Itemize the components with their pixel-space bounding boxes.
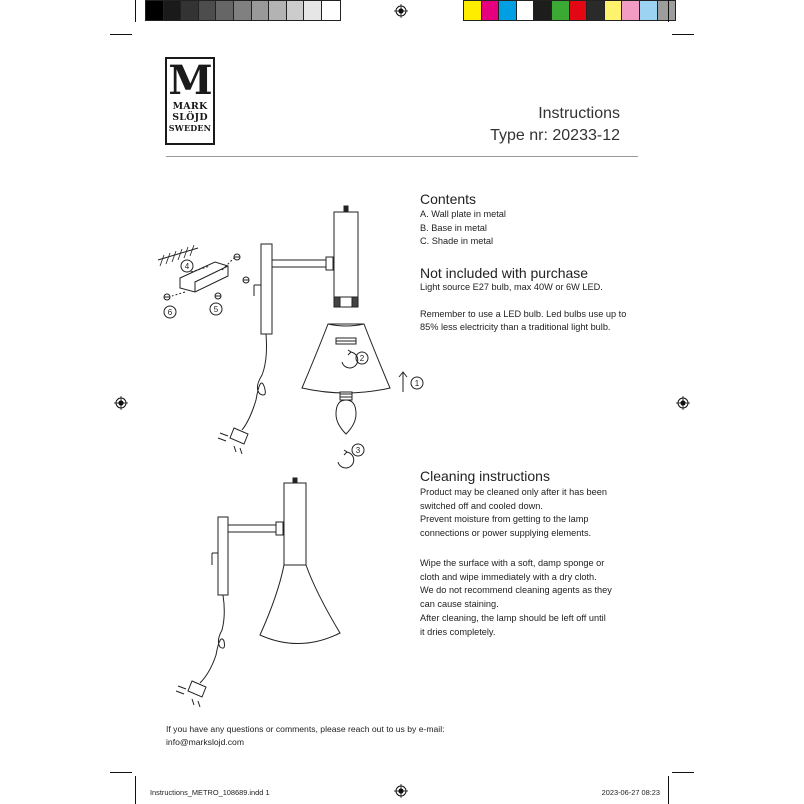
step-5-label: 5 bbox=[213, 305, 219, 314]
assembled-lamp-diagram bbox=[170, 475, 370, 710]
contents-item-c: C. Shade in metal bbox=[420, 236, 494, 246]
logo-line-sweden: SWEDEN bbox=[168, 123, 212, 133]
cleaning-line: connections or power supplying elements. bbox=[420, 528, 592, 538]
cmyk-color-bar bbox=[463, 0, 676, 21]
registration-mark-right-icon bbox=[676, 396, 690, 410]
cleaning-line: switched off and cooled down. bbox=[420, 501, 543, 511]
date-slug: 2023-06-27 08:23 bbox=[601, 788, 660, 797]
cleaning-heading: Cleaning instructions bbox=[420, 468, 550, 484]
crop-mark bbox=[135, 776, 136, 804]
color-swatch bbox=[587, 1, 605, 20]
crop-mark bbox=[110, 772, 132, 773]
not-included-line-3: 85% less electricity than a traditional light bulb. bbox=[420, 322, 611, 332]
color-swatch bbox=[304, 1, 322, 20]
color-swatch bbox=[640, 1, 658, 20]
step-2-label: 2 bbox=[359, 354, 365, 363]
cleaning-line: can cause staining. bbox=[420, 599, 499, 609]
color-swatch bbox=[658, 1, 676, 20]
color-swatch bbox=[552, 1, 570, 20]
page-title: Instructions bbox=[538, 105, 620, 122]
step-6-label: 6 bbox=[167, 308, 173, 317]
not-included-heading: Not included with purchase bbox=[420, 265, 589, 281]
logo-letter: M bbox=[168, 57, 212, 104]
color-swatch bbox=[499, 1, 517, 20]
file-slug: Instructions_METRO_108689.indd 1 bbox=[150, 788, 270, 797]
registration-mark-bottom-icon bbox=[394, 784, 408, 798]
crop-mark bbox=[672, 34, 694, 35]
crop-mark bbox=[668, 776, 669, 804]
mark-slojd-logo bbox=[165, 57, 215, 145]
color-swatch bbox=[534, 1, 552, 20]
color-swatch bbox=[269, 1, 287, 20]
cleaning-line: After cleaning, the lamp should be left off until bbox=[420, 613, 606, 623]
contents-heading: Contents bbox=[420, 191, 477, 207]
logo-line-slojd: SLÖJD bbox=[172, 112, 208, 123]
color-swatch bbox=[146, 1, 164, 20]
color-swatch bbox=[181, 1, 199, 20]
color-swatch bbox=[464, 1, 482, 20]
crop-mark bbox=[668, 0, 669, 22]
not-included-line-1: Light source E27 bulb, max 40W or 6W LED. bbox=[420, 282, 603, 292]
cleaning-line: Prevent moisture from getting to the lamp bbox=[420, 514, 589, 524]
color-swatch bbox=[164, 1, 182, 20]
color-swatch bbox=[252, 1, 270, 20]
header-divider bbox=[166, 156, 638, 157]
assembly-diagram bbox=[150, 200, 430, 485]
step-1-label: 1 bbox=[414, 379, 420, 388]
color-swatch bbox=[570, 1, 588, 20]
contact-email: info@markslojd.com bbox=[166, 737, 244, 747]
cleaning-line: Product may be cleaned only after it has been bbox=[420, 487, 607, 497]
crop-mark bbox=[672, 772, 694, 773]
crop-mark bbox=[135, 0, 136, 22]
crop-mark bbox=[110, 34, 132, 35]
color-swatch bbox=[622, 1, 640, 20]
step-4-label: 4 bbox=[184, 262, 190, 271]
contents-item-b: B. Base in metal bbox=[420, 223, 487, 233]
color-swatch bbox=[517, 1, 535, 20]
not-included-line-2: Remember to use a LED bulb. Led bulbs use up to bbox=[420, 309, 627, 319]
step-3-label: 3 bbox=[355, 446, 361, 455]
registration-mark-left-icon bbox=[114, 396, 128, 410]
cleaning-line: We do not recommend cleaning agents as they bbox=[420, 585, 612, 595]
contact-line: If you have any questions or comments, please reach out to us by e-mail: bbox=[166, 724, 445, 734]
cleaning-line: cloth and wipe immediately with a dry cloth. bbox=[420, 572, 597, 582]
color-swatch bbox=[605, 1, 623, 20]
color-swatch bbox=[216, 1, 234, 20]
cleaning-line: Wipe the surface with a soft, damp sponge or bbox=[420, 558, 605, 568]
logo-line-mark: MARK bbox=[172, 101, 208, 112]
color-swatch bbox=[287, 1, 305, 20]
cleaning-line: it dries completely. bbox=[420, 627, 496, 637]
contents-item-a: A. Wall plate in metal bbox=[420, 209, 506, 219]
registration-mark-top-icon bbox=[394, 4, 408, 18]
type-number: Type nr: 20233-12 bbox=[490, 127, 620, 144]
color-swatch bbox=[234, 1, 252, 20]
color-swatch bbox=[322, 1, 340, 20]
color-swatch bbox=[482, 1, 500, 20]
grayscale-color-bar bbox=[145, 0, 341, 21]
color-swatch bbox=[199, 1, 217, 20]
